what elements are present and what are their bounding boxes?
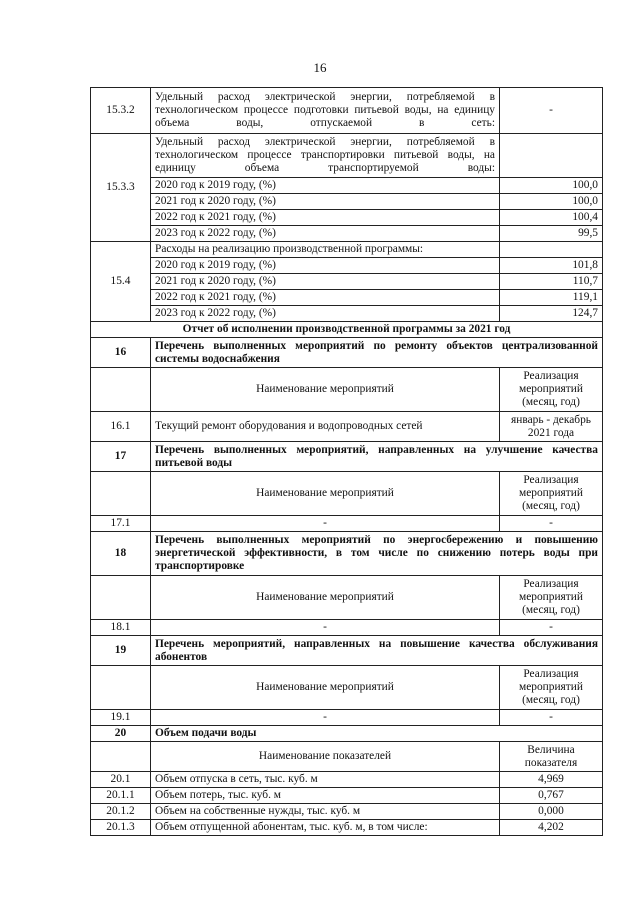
column-header-name: Наименование мероприятий	[151, 666, 500, 710]
table-row	[91, 178, 603, 194]
table-row	[91, 242, 603, 258]
row-value	[500, 134, 603, 178]
row-value: 4,202	[500, 820, 603, 836]
row-value: 4,969	[500, 772, 603, 788]
table-row	[91, 290, 603, 306]
row-number: 19.1	[91, 710, 151, 726]
row-number: 15.4	[91, 242, 151, 322]
report-title: Отчет об исполнении производственной программы за 2021 год	[91, 322, 603, 338]
report-table	[90, 87, 603, 836]
row-value: 100,4	[500, 210, 603, 226]
section-row	[91, 726, 603, 742]
table-row	[91, 210, 603, 226]
section-title: Перечень мероприятий, направленных на повышение качества обслуживания абонентов	[151, 636, 603, 666]
row-text: 2022 год к 2021 году, (%)	[151, 290, 500, 306]
column-header-row	[91, 742, 603, 772]
row-text: Объем отпущенной абонентам, тыс. куб. м, в том числе:	[151, 820, 500, 836]
row-number: 18.1	[91, 620, 151, 636]
row-value: 100,0	[500, 178, 603, 194]
section-title: Перечень выполненных мероприятий, направленных на улучшение качества питьевой воды	[151, 442, 603, 472]
column-header-row	[91, 368, 603, 412]
row-text: Удельный расход электрической энергии, потребляемой в технологическом процессе транспортировки питьевой воды, на единицу объема транспортируемой воды:	[151, 134, 500, 178]
row-value: 124,7	[500, 306, 603, 322]
row-value	[500, 242, 603, 258]
column-header-value: Реализация мероприятий (месяц, год)	[500, 368, 603, 412]
section-title: Объем подачи воды	[151, 726, 603, 742]
row-value: 0,000	[500, 804, 603, 820]
row-number: 20.1.2	[91, 804, 151, 820]
row-number: 15.3.3	[91, 134, 151, 242]
section-number: 19	[91, 636, 151, 666]
column-header-value: Реализация мероприятий (месяц, год)	[500, 666, 603, 710]
row-text: Удельный расход электрической энергии, потребляемой в технологическом процессе подготовки питьевой воды, на единицу объема воды, отпускаемой в сеть:	[151, 88, 500, 134]
row-value: 0,767	[500, 788, 603, 804]
column-header-row	[91, 576, 603, 620]
row-value: январь - декабрь 2021 года	[500, 412, 603, 442]
row-text: 2023 год к 2022 году, (%)	[151, 226, 500, 242]
row-value: -	[500, 620, 603, 636]
row-text: Объем потерь, тыс. куб. м	[151, 788, 500, 804]
row-value: 100,0	[500, 194, 603, 210]
table-row	[91, 322, 603, 338]
table-row	[91, 620, 603, 636]
table-row	[91, 88, 603, 134]
row-number: 15.3.2	[91, 88, 151, 134]
row-text: -	[151, 516, 500, 532]
row-value: -	[500, 710, 603, 726]
column-header-name: Наименование мероприятий	[151, 472, 500, 516]
row-number: 20.1.3	[91, 820, 151, 836]
table-row	[91, 820, 603, 836]
row-text: Расходы на реализацию производственной программы:	[151, 242, 500, 258]
column-header-name: Наименование мероприятий	[151, 576, 500, 620]
table-row	[91, 772, 603, 788]
table-row	[91, 274, 603, 290]
section-number: 18	[91, 532, 151, 576]
row-text: 2021 год к 2020 году, (%)	[151, 194, 500, 210]
table-row	[91, 134, 603, 178]
table-row	[91, 710, 603, 726]
section-number: 20	[91, 726, 151, 742]
section-row	[91, 636, 603, 666]
page-number: 16	[313, 60, 327, 75]
row-value: 119,1	[500, 290, 603, 306]
row-text: -	[151, 710, 500, 726]
row-text: 2022 год к 2021 году, (%)	[151, 210, 500, 226]
row-value: 101,8	[500, 258, 603, 274]
column-header-row	[91, 472, 603, 516]
table-row	[91, 194, 603, 210]
section-row	[91, 338, 603, 368]
column-header-value: Реализация мероприятий (месяц, год)	[500, 576, 603, 620]
table-row	[91, 226, 603, 242]
row-value: -	[500, 516, 603, 532]
row-text: -	[151, 620, 500, 636]
column-header-value: Реализация мероприятий (месяц, год)	[500, 472, 603, 516]
section-title: Перечень выполненных мероприятий по ремонту объектов централизованной системы водоснабжения	[151, 338, 603, 368]
row-text: 2021 год к 2020 году, (%)	[151, 274, 500, 290]
section-row	[91, 442, 603, 472]
column-header-name: Наименование показателей	[151, 742, 500, 772]
table-row	[91, 412, 603, 442]
section-row	[91, 532, 603, 576]
row-value: -	[500, 88, 603, 134]
row-value: 99,5	[500, 226, 603, 242]
row-text: 2020 год к 2019 году, (%)	[151, 258, 500, 274]
section-number: 17	[91, 442, 151, 472]
table-row	[91, 804, 603, 820]
section-number: 16	[91, 338, 151, 368]
column-header-name: Наименование мероприятий	[151, 368, 500, 412]
table-row	[91, 306, 603, 322]
row-number: 20.1.1	[91, 788, 151, 804]
table-row	[91, 516, 603, 532]
row-number: 20.1	[91, 772, 151, 788]
section-title: Перечень выполненных мероприятий по энергосбережению и повышению энергетической эффективности, в том числе по снижению потерь воды при транспортировке	[151, 532, 603, 576]
row-value: 110,7	[500, 274, 603, 290]
row-text: Объем отпуска в сеть, тыс. куб. м	[151, 772, 500, 788]
row-text: 2023 год к 2022 году, (%)	[151, 306, 500, 322]
row-text: Объем на собственные нужды, тыс. куб. м	[151, 804, 500, 820]
column-header-row	[91, 666, 603, 710]
row-number: 17.1	[91, 516, 151, 532]
column-header-value: Величина показателя	[500, 742, 603, 772]
table-row	[91, 788, 603, 804]
row-number: 16.1	[91, 412, 151, 442]
row-text: Текущий ремонт оборудования и водопроводных сетей	[151, 412, 500, 442]
table-row	[91, 258, 603, 274]
row-text: 2020 год к 2019 году, (%)	[151, 178, 500, 194]
